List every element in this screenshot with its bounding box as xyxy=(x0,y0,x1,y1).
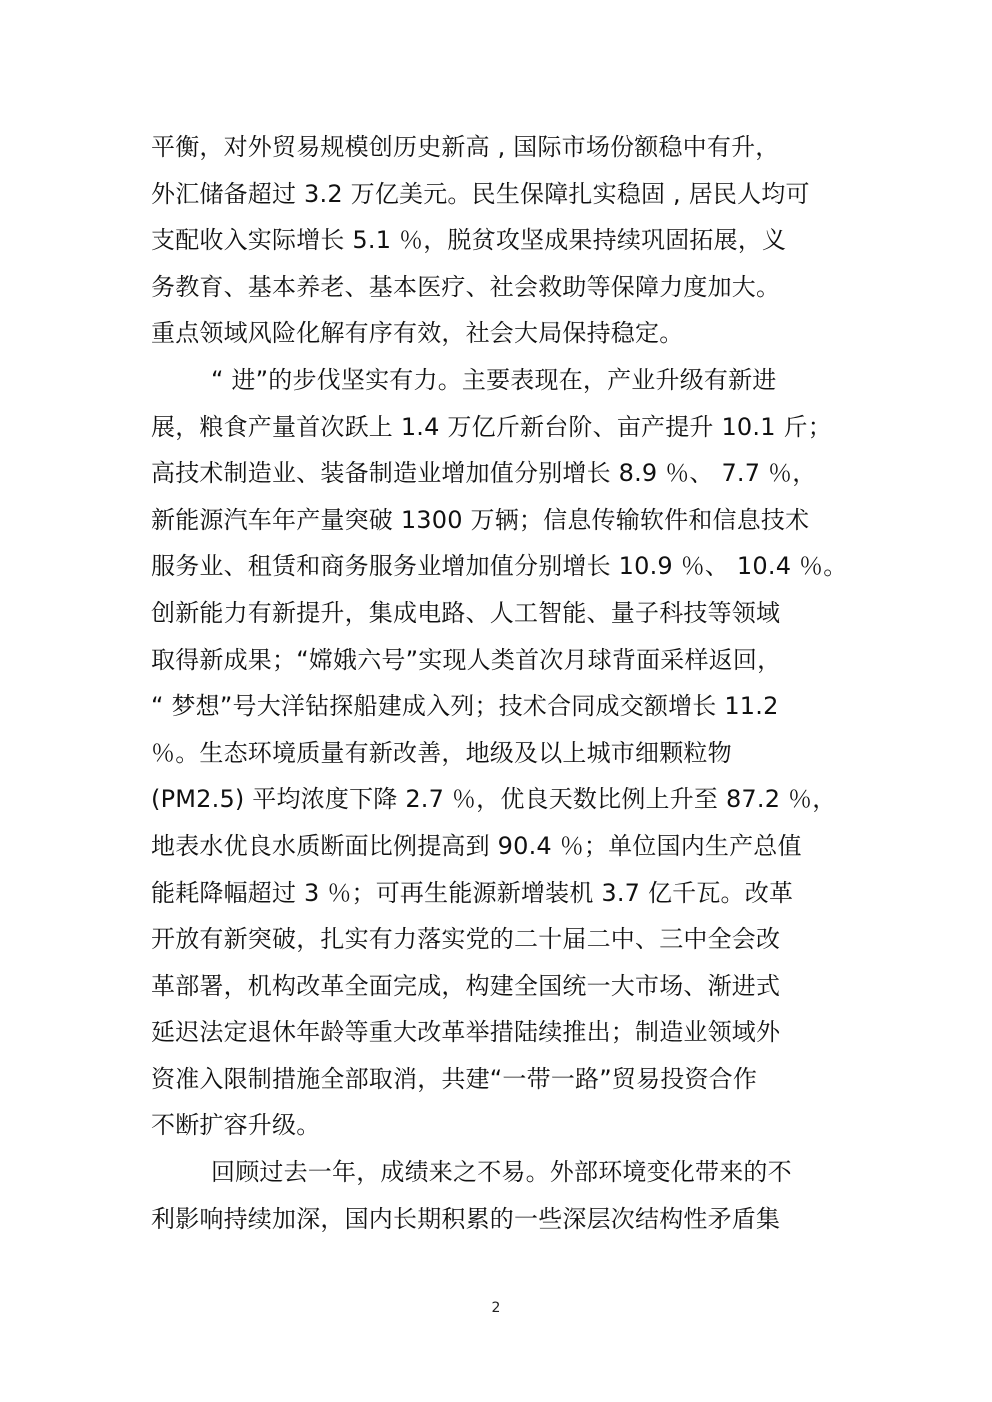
text-line: 地表水优良水质断面比例提高到 90.4 ％；单位国内生产总值 xyxy=(151,831,802,860)
text-line: 资准入限制措施全部取消，共建“一带一路”贸易投资合作 xyxy=(151,1064,758,1093)
text-line: (PM2.5) 平均浓度下降 2.7 ％，优良天数比例上升至 87.2 ％， xyxy=(151,785,837,814)
text-line: ％。生态环境质量有新改善，地级及以上城市细颗粒物 xyxy=(151,738,732,767)
text-line: 服务业、租赁和商务服务业增加值分别增长 10.9 ％、 10.4 ％。 xyxy=(151,552,848,581)
text-line: 开放有新突破，扎实有力落实党的二十届二中、三中全会改 xyxy=(151,925,781,954)
text-line: 利影响持续加深，国内长期积累的一些深层次结构性矛盾集 xyxy=(151,1204,781,1233)
text-line: 支配收入实际增长 5.1 ％，脱贫攻坚成果持续巩固拓展，义 xyxy=(151,226,787,255)
text-line: 延迟法定退休年龄等重大改革举措陆续推出；制造业领域外 xyxy=(151,1018,781,1047)
text-line: 重点领域风险化解有序有效，社会大局保持稳定。 xyxy=(151,319,684,348)
text-line: 外汇储备超过 3.2 万亿美元。民生保障扎实稳固 , 居民人均可 xyxy=(151,179,810,208)
text-line: 取得新成果；“嫦娥六号”实现人类首次月球背面采样返回， xyxy=(151,645,782,674)
text-line: 回顾过去一年，成绩来之不易。外部环境变化带来的不 xyxy=(211,1158,792,1187)
text-line: 新能源汽车年产量突破 1300 万辆；信息传输软件和信息技术 xyxy=(151,505,810,534)
text-line: 高技术制造业、装备制造业增加值分别增长 8.9 ％、 7.7 ％， xyxy=(151,459,817,488)
text-line: 不断扩容升级。 xyxy=(151,1111,321,1140)
text-line: 能耗降幅超过 3 ％；可再生能源新增装机 3.7 亿千瓦。改革 xyxy=(151,878,794,907)
text-line: 务教育、基本养老、基本医疗、社会救助等保障力度加大。 xyxy=(151,272,781,301)
body-text xyxy=(151,124,941,1242)
text-line: 革部署，机构改革全面完成，构建全国统一大市场、渐进式 xyxy=(151,971,781,1000)
text-line: “ 梦想”号大洋钻探船建成入列；技术合同成交额增长 11.2 xyxy=(151,692,779,721)
text-line: 平衡，对外贸易规模创历史新高 , 国际市场份额稳中有升， xyxy=(151,133,780,161)
text-line: 展，粮食产量首次跃上 1.4 万亿斤新台阶、亩产提升 10.1 斤； xyxy=(151,412,832,441)
page-number: 2 xyxy=(491,1300,501,1316)
text-line: 创新能力有新提升，集成电路、人工智能、量子科技等领域 xyxy=(151,598,781,627)
text-line: “ 进”的步伐坚实有力。主要表现在，产业升级有新进 xyxy=(211,365,777,394)
